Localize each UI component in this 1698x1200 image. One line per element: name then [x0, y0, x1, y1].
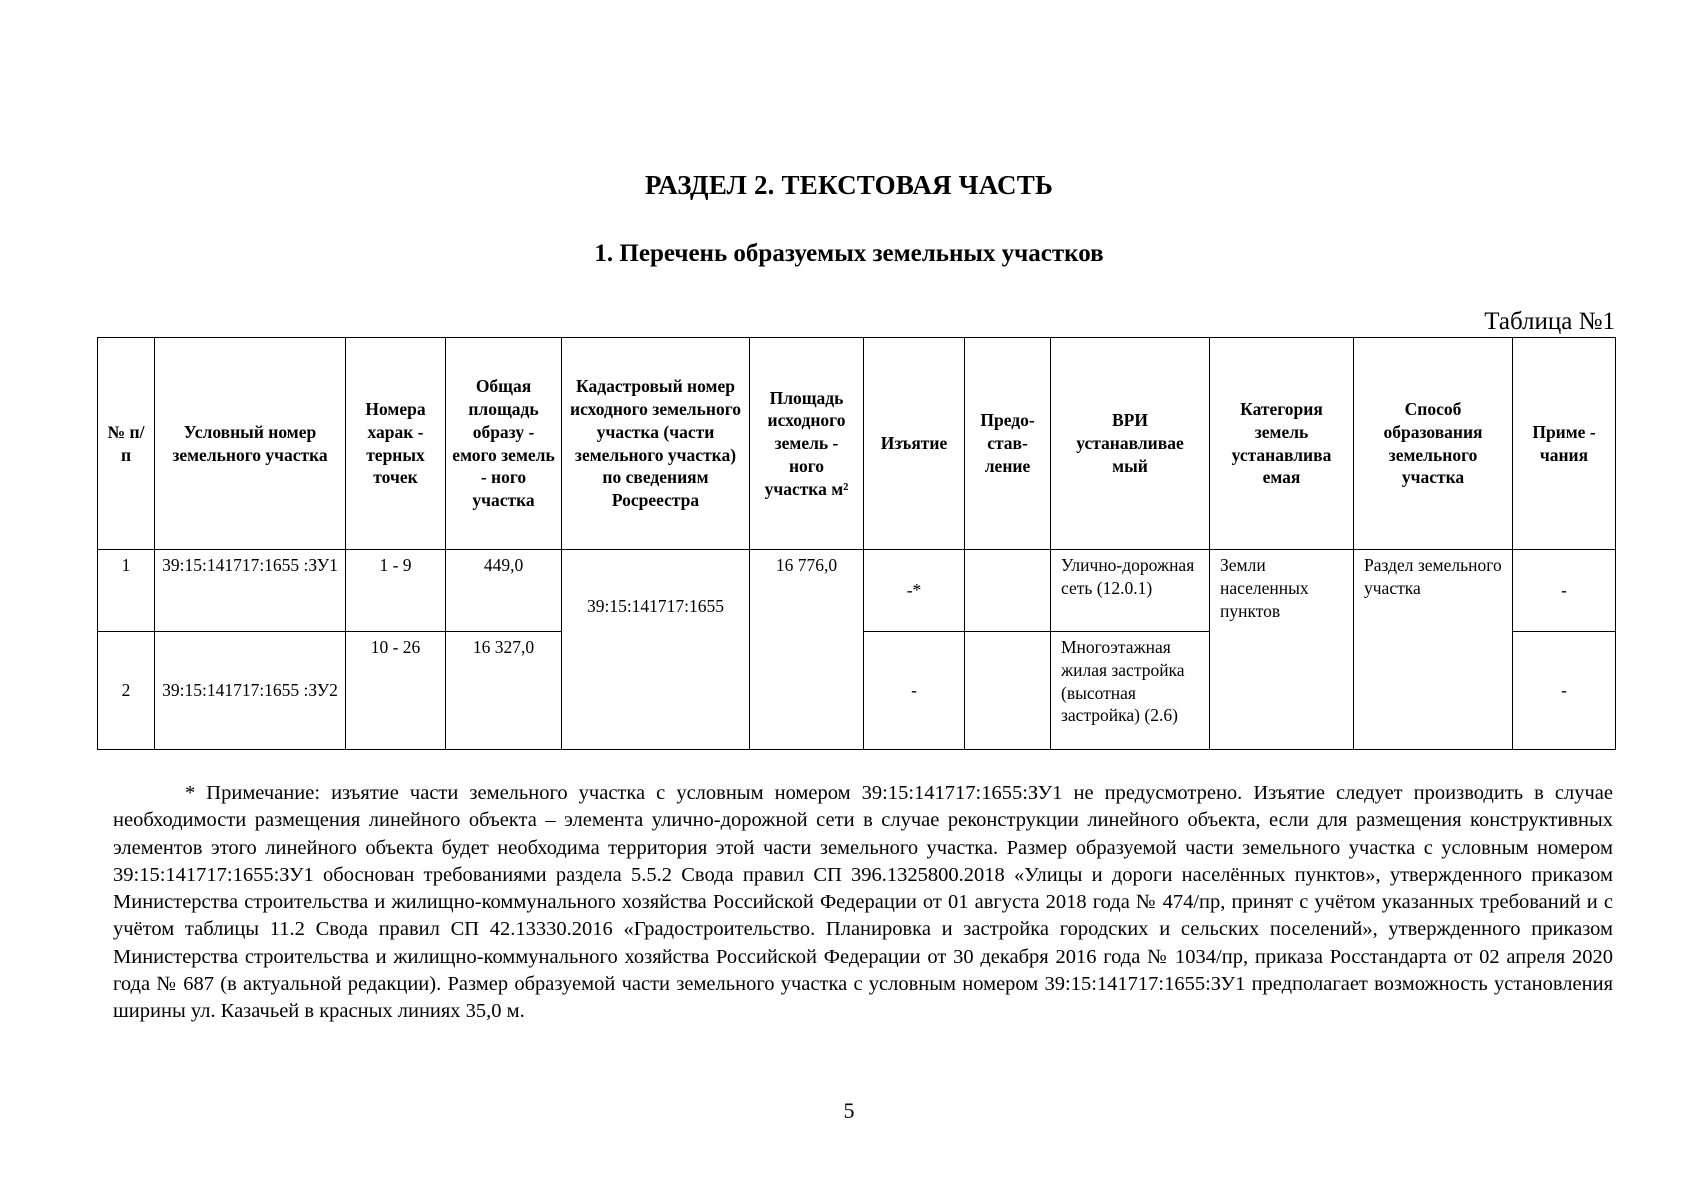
header-method: Способ образования земельного участка	[1354, 338, 1513, 550]
header-notes: Приме - чания	[1513, 338, 1616, 550]
cell-points: 10 - 26	[346, 632, 446, 750]
section-title: РАЗДЕЛ 2. ТЕКСТОВАЯ ЧАСТЬ	[644, 170, 1054, 200]
cell-cond-number: 39:15:141717:1655 :ЗУ1	[155, 550, 346, 632]
table-header-row	[98, 338, 1616, 550]
cell-provision	[965, 632, 1051, 750]
cell-vri: Улично-дорожная сеть (12.0.1)	[1051, 550, 1210, 632]
cell-category: Земли населенных пунктов	[1210, 550, 1354, 750]
cell-notes: -	[1513, 550, 1616, 632]
page-number: 5	[843, 1098, 855, 1123]
cell-num: 2	[98, 632, 155, 750]
list-title: 1. Перечень образуемых земельных участков	[594, 240, 1104, 267]
header-area: Общая площадь образу - емого земель - ного участка	[446, 338, 562, 550]
cell-seizure: -*	[864, 550, 965, 632]
cell-src-area: 16 776,0	[750, 550, 864, 750]
cell-area: 16 327,0	[446, 632, 562, 750]
cell-notes: -	[1513, 632, 1616, 750]
cell-area: 449,0	[446, 550, 562, 632]
cell-provision	[965, 550, 1051, 632]
header-seizure: Изъятие	[864, 338, 965, 550]
header-cadastral: Кадастровый номер исходного земельного участка (части земельного участка) по сведениям Росреестра	[562, 338, 750, 550]
cell-cadastral: 39:15:141717:1655	[562, 550, 750, 750]
parcels-table	[97, 337, 1616, 750]
cell-cond-number: 39:15:141717:1655 :ЗУ2	[155, 632, 346, 750]
header-vri: ВРИ устанавливае мый	[1051, 338, 1210, 550]
header-num: № п/п	[98, 338, 155, 550]
table-row	[98, 550, 1616, 632]
cell-method: Раздел земельного участка	[1354, 550, 1513, 750]
header-points: Номера харак - терных точек	[346, 338, 446, 550]
header-cond-number: Условный номер земельного участка	[155, 338, 346, 550]
cell-seizure: -	[864, 632, 965, 750]
footnote-paragraph: * Примечание: изъятие части земельного участка с условным номером 39:15:141717:1655:ЗУ1 не предусмотрено. Изъятие следует производить в случае необходимости размещения линейного объекта – элемента улично-дорожной сети в случае реконструкции линейного объекта, если для размещения конструктивных элементов этого линейного объекта будет необходима территория этой части земельного участка. Размер образуемой части земельного участка с условным номером 39:15:141717:1655:ЗУ1 обоснован требованиями раздела 5.5.2 Свода правил СП 396.1325800.2018 «Улицы и дороги населённых пунктов», утвержденного приказом Министерства строительства и жилищно-коммунального хозяйства Российской Федерации от 01 августа 2018 года № 474/пр, принят с учётом указанных требований и с учётом таблицы 11.2 Свода правил СП 42.13330.2016 «Градостроительство. Планировка и застройка городских и сельских поселений», утвержденного приказом Министерства строительства и жилищно-коммунального хозяйства Российской Федерации от 30 декабря 2016 года № 1034/пр, приказа Росстандарта от 02 апреля 2020 года № 687 (в актуальной редакции). Размер образуемой части земельного участка с условным номером 39:15:141717:1655:ЗУ1 предполагает возможность установления ширины ул. Казачьей в красных линиях 35,0 м.	[113, 782, 1613, 1022]
header-provision: Предо- став- ление	[965, 338, 1051, 550]
cell-num: 1	[98, 550, 155, 632]
table-caption: Таблица №1	[1484, 308, 1615, 335]
header-category: Категория земель устанавлива емая	[1210, 338, 1354, 550]
cell-points: 1 - 9	[346, 550, 446, 632]
cell-vri: Многоэтажная жилая застройка (высотная застройка) (2.6)	[1051, 632, 1210, 750]
header-src-area: Площадь исходного земель - ного участка м²	[750, 338, 864, 550]
